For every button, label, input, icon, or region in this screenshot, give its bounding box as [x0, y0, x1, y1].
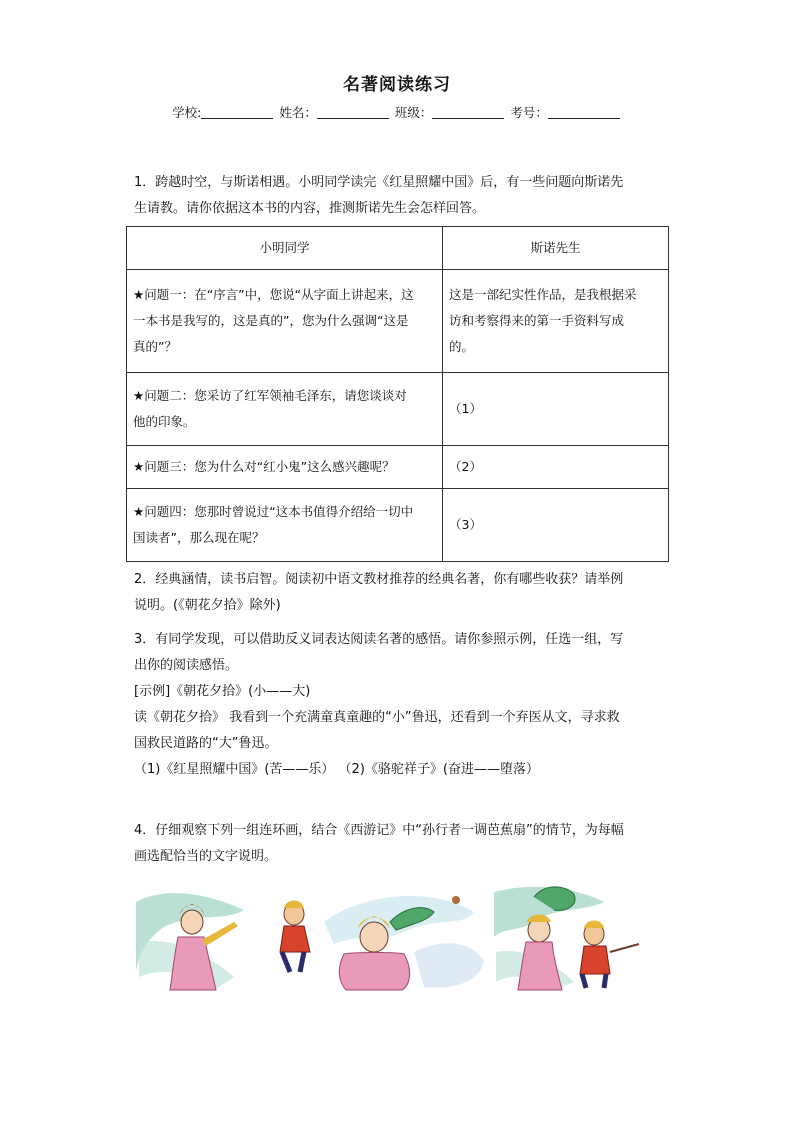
table-row	[127, 489, 669, 562]
question-1-line-1: 1．跨越时空，与斯诺相遇。小明同学读完《红星照耀中国》后，有一些问题向斯诺先	[134, 175, 624, 190]
name-blank[interactable]	[317, 106, 389, 119]
name-label: 姓名：	[279, 105, 317, 120]
question-2	[134, 567, 674, 619]
answer-text-line: 访和考察得来的第一手资料写成	[449, 313, 625, 328]
question-text-line: ★问题四：您那时曾说过“这本书值得介绍给一切中	[133, 504, 414, 519]
question-cell	[127, 373, 443, 446]
question-3-options: （1)《红星照耀中国》(苦——乐） （2)《骆驼祥子》(奋进——堕落）	[134, 762, 539, 777]
exam-number-label: 考号：	[510, 105, 548, 120]
question-text-line: ★问题三：您为什么对“红小鬼”这么感兴趣呢？	[133, 459, 395, 474]
question-text-line: 一本书是我写的，这是真的”，您为什么强调“这是	[133, 313, 409, 328]
table-row	[127, 270, 669, 373]
school-blank[interactable]	[201, 106, 273, 119]
question-3	[134, 627, 674, 783]
answer-blank-label: （1）	[449, 401, 482, 416]
answer-cell	[443, 270, 669, 373]
example-heading: [示例]《朝花夕拾》(小——大)	[134, 684, 311, 699]
header-xiaoming: 小明同学	[127, 227, 443, 270]
answer-text-line: 这是一部纪实性作品，是我根据采	[449, 287, 637, 302]
class-label: 班级：	[394, 105, 433, 120]
qa-table-header-row	[127, 227, 669, 270]
question-text-line: 他的印象。	[133, 414, 196, 429]
header-snow: 斯诺先生	[443, 227, 669, 270]
question-cell	[127, 489, 443, 562]
question-4	[134, 818, 674, 870]
comic-panel-1	[136, 893, 310, 990]
question-1-line-2: 生请教。请你依据这本书的内容，推测斯诺先生会怎样回答。	[134, 201, 486, 216]
exam-number-blank[interactable]	[548, 106, 620, 119]
class-blank[interactable]	[432, 106, 504, 119]
question-text-line: 真的”？	[133, 339, 177, 354]
comic-strip-illustration	[134, 882, 644, 992]
question-4-line-2: 画选配恰当的文字说明。	[134, 849, 278, 864]
question-2-line-1: 2．经典涵情，读书启智。阅读初中语文教材推荐的经典名著，你有哪些收获？请举例	[134, 572, 624, 587]
qa-table	[126, 226, 669, 562]
question-1-intro	[134, 170, 674, 222]
answer-cell-1[interactable]	[443, 373, 669, 446]
question-text-line: 国读者”，那么现在呢？	[133, 530, 265, 545]
answer-text-line: 的。	[449, 339, 475, 354]
comic-panel-2	[324, 896, 484, 990]
answer-blank-label: （3）	[449, 517, 482, 532]
table-row	[127, 373, 669, 446]
question-cell	[127, 270, 443, 373]
answer-cell-2[interactable]	[443, 446, 669, 489]
answer-blank-label: （2）	[449, 459, 482, 474]
question-text-line: ★问题二：您采访了红军领袖毛泽东，请您谈谈对	[133, 388, 407, 403]
page-title: 名著阅读练习	[343, 75, 451, 95]
comic-panel-3	[494, 887, 639, 990]
school-label: 学校:	[172, 105, 202, 120]
table-row	[127, 446, 669, 489]
example-text-line-1: 读《朝花夕拾》 我看到一个充满童真童趣的“小”鲁迅，还看到一个弃医从文，寻求救	[134, 710, 620, 725]
question-text-line: ★问题一：在“序言”中，您说“从字面上讲起来，这	[133, 287, 414, 302]
question-4-line-1: 4．仔细观察下列一组连环画，结合《西游记》中“孙行者一调芭蕉扇”的情节，为每幅	[134, 823, 624, 838]
question-3-line-1: 3．有同学发现，可以借助反义词表达阅读名著的感悟。请你参照示例，任选一组，写	[134, 632, 624, 647]
question-2-line-2: 说明。(《朝花夕拾》除外)	[134, 598, 281, 613]
answer-cell-3[interactable]	[443, 489, 669, 562]
question-cell	[127, 446, 443, 489]
student-info-line	[0, 103, 794, 121]
question-3-line-2: 出你的阅读感悟。	[134, 658, 239, 673]
example-text-line-2: 国救民道路的“大”鲁迅。	[134, 736, 278, 751]
